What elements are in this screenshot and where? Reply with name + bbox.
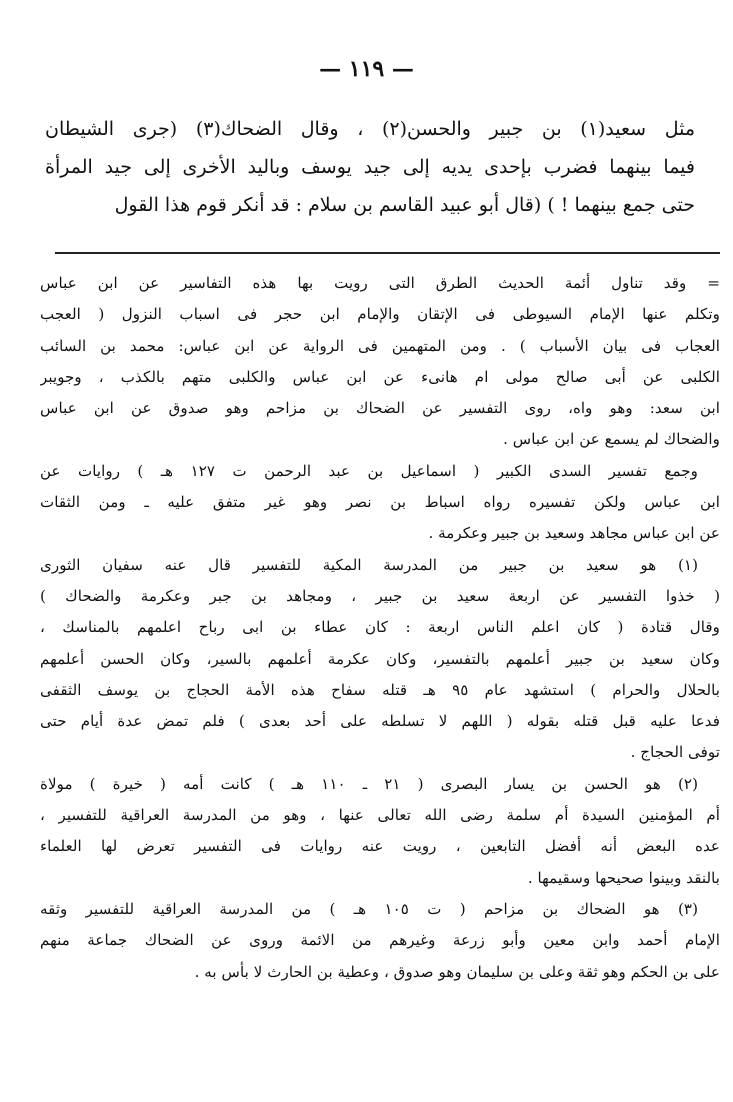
footnote-separator-rule (55, 252, 720, 254)
footnote-line: عن ابن عباس مجاهد وسعيد بن جبير وعكرمة . (428, 524, 720, 543)
footnote-line: توفى الحجاج . (630, 743, 720, 762)
footnote-line: وقال قتادة ( كان اعلم الناس اربعة : كان عطاء بن ابى رباح اعلمهم بالمناسك ، (40, 618, 720, 637)
footnote-1-start: (١) هو سعيد بن جبير من المدرسة المكية للتفسير قال عنه سفيان الثورى (40, 555, 698, 574)
footnote-line: وتكلم عنها الإمام السيوطى فى الإتقان والإمام ابن حجر فى اسباب النزول ( العجب (40, 305, 720, 324)
footnote-line: وكان سعيد بن جبير أعلمهم بالتفسير، وكان عكرمة أعلمهم بالسير، وكان الحسن أعلمهم (40, 649, 720, 668)
footnote-line: الإمام أحمد وابن معين وأبو زرعة وغيرهم من الائمة وروى عن الضحاك جماعة منهم (40, 931, 720, 950)
footnote-line: بالحلال والحرام ) استشهد عام ٩٥ هـ قتله سفاح هذه الأمة الحجاج بن يوسف الثقفى (40, 680, 720, 699)
footnote-line: عده البعض أنه أفضل التابعين ، رويت عنه روايات فى التفسير تعرض لها العلماء (40, 837, 720, 856)
footnote-line: الكلبى عن أبى صالح مولى ام هانىء عن ابن عباس والكلبى متهم بالكذب ، وجويبر (40, 367, 720, 386)
footnote-line: فدعا عليه قبل قتله بقوله ( اللهم لا تسلطه على أحد بعدى ) فلم تمض عدة أيام حتى (40, 712, 720, 731)
main-text-line: فيما بينهما فضرب بإحدى يديه إلى جيد يوسف وباليد الأخرى إلى جيد المرأة (45, 156, 695, 178)
footnote-line: بالنقد وبينوا صحيحها وسقيمها . (527, 868, 720, 887)
footnote-line: أم المؤمنين السيدة أم سلمة رضى الله تعالى عنها ، وهو من المدرسة العراقية للتفسير ، (40, 806, 720, 825)
footnote-line: على بن الحكم وهو ثقة وعلى بن سليمان وهو صدوق ، وعطية بن الحارث لا بأس به . (194, 962, 720, 981)
footnote-line: العجاب فى بيان الأسباب ) . ومن المتهمين فى الرواية عن ابن عباس: محمد بن السائب (40, 336, 720, 355)
footnotes-block (40, 268, 720, 988)
main-text-line: حتى جمع بينهما ! ) (قال أبو عبيد القاسم بن سلام : قد أنكر قوم هذا القول (114, 194, 695, 216)
main-text-line: مثل سعيد(١) بن جبير والحسن(٢) ، وقال الضحاك(٣) (جرى الشيطان (45, 118, 695, 140)
footnote-3-start: (٣) هو الضحاك بن مزاحم ( ت ١٠٥ هـ ) من المدرسة العراقية للتفسير وثقه (40, 899, 698, 918)
footnote-line: والضحاك لم يسمع عن ابن عباس . (503, 430, 720, 449)
footnote-line: ابن عباس ولكن تفسيره رواه اسباط بن نصر وهو غير متفق عليه ـ ومن الثقات (40, 493, 720, 512)
footnote-line: ابن سعد: وهو واه، روى التفسير عن الضحاك بن مزاحم وهو صدوق عن ابن عباس (40, 399, 720, 418)
footnote-line: = وقد تناول أئمة الحديث الطرق التى رويت بها هذه التفاسير عن ابن عباس (40, 274, 720, 292)
main-text-block (45, 110, 695, 224)
footnote-2-start: (٢) هو الحسن بن يسار البصرى ( ٢١ ـ ١١٠ هـ ) كانت أمه ( خيرة ) مولاة (40, 774, 699, 793)
page-number: — ١١٩ — (319, 56, 414, 82)
footnote-line: ( خذوا التفسير عن اربعة سعيد بن جبير ، ومجاهد بن جبر وعكرمة والضحاك ) (40, 586, 720, 605)
footnote-line: وجمع تفسير السدى الكبير ( اسماعيل بن عبد الرحمن ت ١٢٧ هـ ) روايات عن (40, 461, 699, 480)
